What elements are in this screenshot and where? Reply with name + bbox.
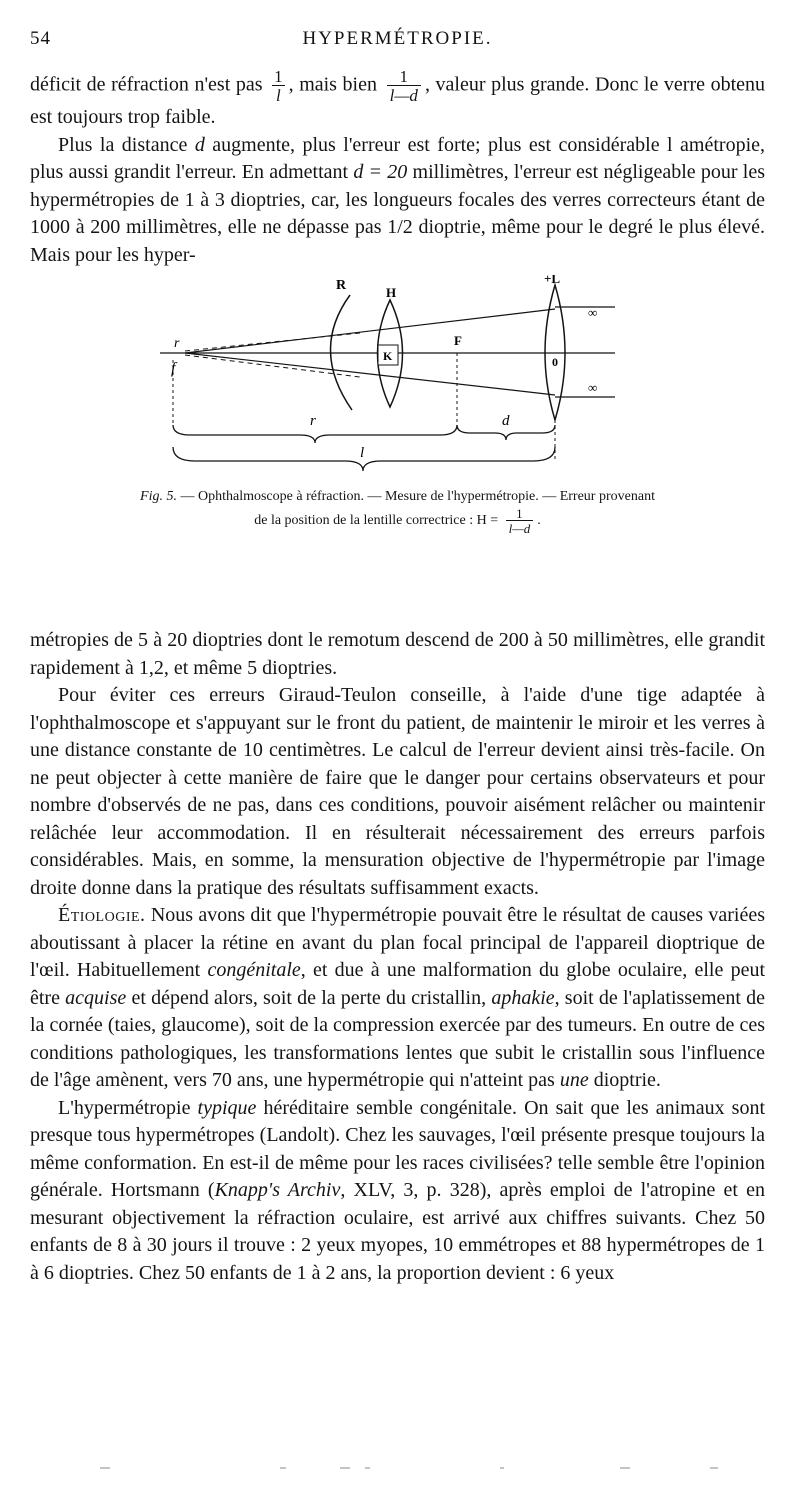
frac-num: 1 bbox=[399, 67, 409, 86]
running-title: HYPERMÉTROPIE. bbox=[302, 28, 493, 49]
label-F: F bbox=[454, 333, 462, 348]
figure-refraction-ophthalmoscope bbox=[30, 275, 765, 605]
figure-caption bbox=[30, 487, 765, 535]
paragraph-5 bbox=[30, 902, 765, 1095]
caption-line-2 bbox=[30, 507, 765, 535]
paragraph-4: Pour éviter ces erreurs Giraud-Teulon conseille, à l'aide d'une tige adaptée à l'ophthalmoscope et s'appuyant sur le front du patient, de maintenir le miroir et les verres à une distance constante de 10 centimètres. Le calcul de l'erreur devient ainsi très-facile. On ne peut objecter à cette manière de faire que le danger pour certains observateurs et pour nombre d'observés de ne pas, dans ces conditions, pouvoir aisément relâcher ou maintenir relâchée leur accommodation. Il en résulterait nécessairement des erreurs parfois considérables. Mais, en somme, la mensuration objective de l'hypermétropie par l'image droite donne dans la pratique des résultats suffisamment exacts. bbox=[30, 684, 765, 899]
page-footer-marks bbox=[100, 1466, 720, 1470]
frac-num: 1 bbox=[274, 67, 283, 86]
label-R: R bbox=[336, 278, 347, 293]
para1-text-a: déficit de réfraction n'est pas bbox=[30, 73, 263, 96]
paragraph-1 bbox=[30, 68, 765, 132]
page-number: 54 bbox=[30, 28, 51, 49]
emphasis-knapps-archiv: Knapp's Archiv bbox=[214, 1179, 341, 1201]
para6-text-c: , XLV, 3, p. 328), après emploi de l'atropine et en mesurant objectivement la réfraction oculaire, est arrivé aux chiffres suivants. Chez 50 enfants de 8 à 30 jours il trouve : 2 yeux myopes, 10 emmétropes et 88 hypermétropes de 1 à 6 dioptries. Chez 50 enfants de 1 à 2 ans, la proportion devient : 6 yeux bbox=[30, 1179, 766, 1284]
para1-text-c: , valeur plus grande. Donc le verre obtenu est toujours trop faible. bbox=[30, 73, 766, 128]
variable-d: d bbox=[194, 133, 205, 156]
label-infinity-top: ∞ bbox=[588, 305, 598, 320]
ray-upper bbox=[185, 309, 555, 353]
running-header bbox=[30, 28, 765, 58]
label-H: H bbox=[386, 285, 397, 300]
paragraph-6 bbox=[30, 1095, 765, 1288]
label-brace-d: d bbox=[502, 413, 510, 429]
frac-den: l bbox=[272, 85, 285, 104]
optical-diagram bbox=[30, 275, 765, 605]
label-brace-l: l bbox=[360, 445, 365, 461]
emphasis-acquise: acquise bbox=[65, 986, 127, 1009]
para2-text-c: millimètres, l'erreur est négligeable pour les hypermétropies de 1 à 3 dioptries, car, les longueurs focales des verres correcteurs étant de 1000 à 200 millimètres, elle ne dépasse pas 1/2 dioptrie, même pour le degré le plus élevé. Mais pour les hyper- bbox=[30, 161, 766, 266]
frac-num: 1 bbox=[516, 506, 523, 521]
para2-text-b: augmente, plus l'erreur est forte; plus est considérable l amétropie, plus aussi grandit l'erreur. En admettant bbox=[30, 133, 766, 183]
paragraph-3: métropies de 5 à 20 dioptries dont le remotum descend de 200 à 50 millimètres, elle grandit rapidement à 1,2, et même 5 dioptries. bbox=[30, 629, 765, 679]
emphasis-typique: typique bbox=[197, 1096, 257, 1119]
ray-lower bbox=[185, 353, 555, 395]
caption-line-1: — Ophthalmoscope à réfraction. — Mesure de l'hypermétropie. — Erreur provenant bbox=[180, 489, 655, 504]
emphasis-une: une bbox=[559, 1069, 589, 1091]
frac-den: l—d bbox=[506, 520, 534, 535]
para5-text-c: et dépend alors, soit de la perte du cristallin, bbox=[131, 986, 487, 1009]
caption-end: . bbox=[537, 513, 541, 529]
fraction-1-over-l bbox=[272, 68, 285, 104]
label-brace-r: r bbox=[310, 413, 316, 429]
fraction-1-over-l-minus-d bbox=[387, 68, 421, 104]
para2-text-a: Plus la distance bbox=[58, 133, 188, 156]
emphasis-congenitale: congénitale bbox=[207, 959, 301, 981]
caption-fraction bbox=[506, 507, 534, 535]
label-K: K bbox=[383, 349, 393, 363]
section-heading-etiologie: Étiologie. bbox=[58, 904, 146, 926]
equation-d-20: d = 20 bbox=[353, 161, 408, 183]
label-L: +L bbox=[544, 275, 561, 286]
figure-number: Fig. 5. bbox=[140, 489, 177, 504]
emphasis-aphakie: aphakie bbox=[491, 986, 555, 1009]
paragraph-2 bbox=[30, 132, 765, 270]
label-O: 0 bbox=[552, 355, 558, 369]
para5-text-b: , et due à une malformation du globe oculaire, elle peut être bbox=[30, 959, 766, 1009]
para1-text-b: , mais bien bbox=[288, 73, 377, 96]
book-page bbox=[30, 28, 765, 1287]
para6-text-a: L'hypermétropie bbox=[58, 1096, 191, 1119]
label-f-small: f bbox=[171, 360, 176, 377]
para5-text-e: dioptrie. bbox=[593, 1069, 661, 1091]
frac-den: l—d bbox=[387, 85, 421, 104]
para5-text-a: Nous avons dit que l'hypermétropie pouvait être le résultat de causes variées aboutissant à placer la rétine en avant du plan focal principal de l'appareil dioptrique de l'œil. Habituellement bbox=[30, 904, 766, 981]
caption-text-2: de la position de la lentille correctrice : H = bbox=[254, 513, 499, 529]
label-infinity-bottom: ∞ bbox=[588, 380, 598, 395]
para5-text-d: , soit de l'aplatissement de la cornée (taies, glaucome), soit de la compression exercée par des tumeurs. En outre de ces conditions pathologiques, les transformations lentes que subit le cristallin sous l'influence de l'âge amènent, vers 70 ans, une hypermétropie qui n'atteint pas bbox=[30, 986, 766, 1091]
label-r-small: r bbox=[174, 336, 180, 351]
para6-text-b: héréditaire semble congénitale. On sait que les animaux sont presque tous hypermétropes (Landolt). Chez les sauvages, l'œil présente presque toujours la même conformation. En est-il de même pour les races civilisées? telle semble être l'opinion générale. Hortsmann ( bbox=[30, 1096, 766, 1201]
